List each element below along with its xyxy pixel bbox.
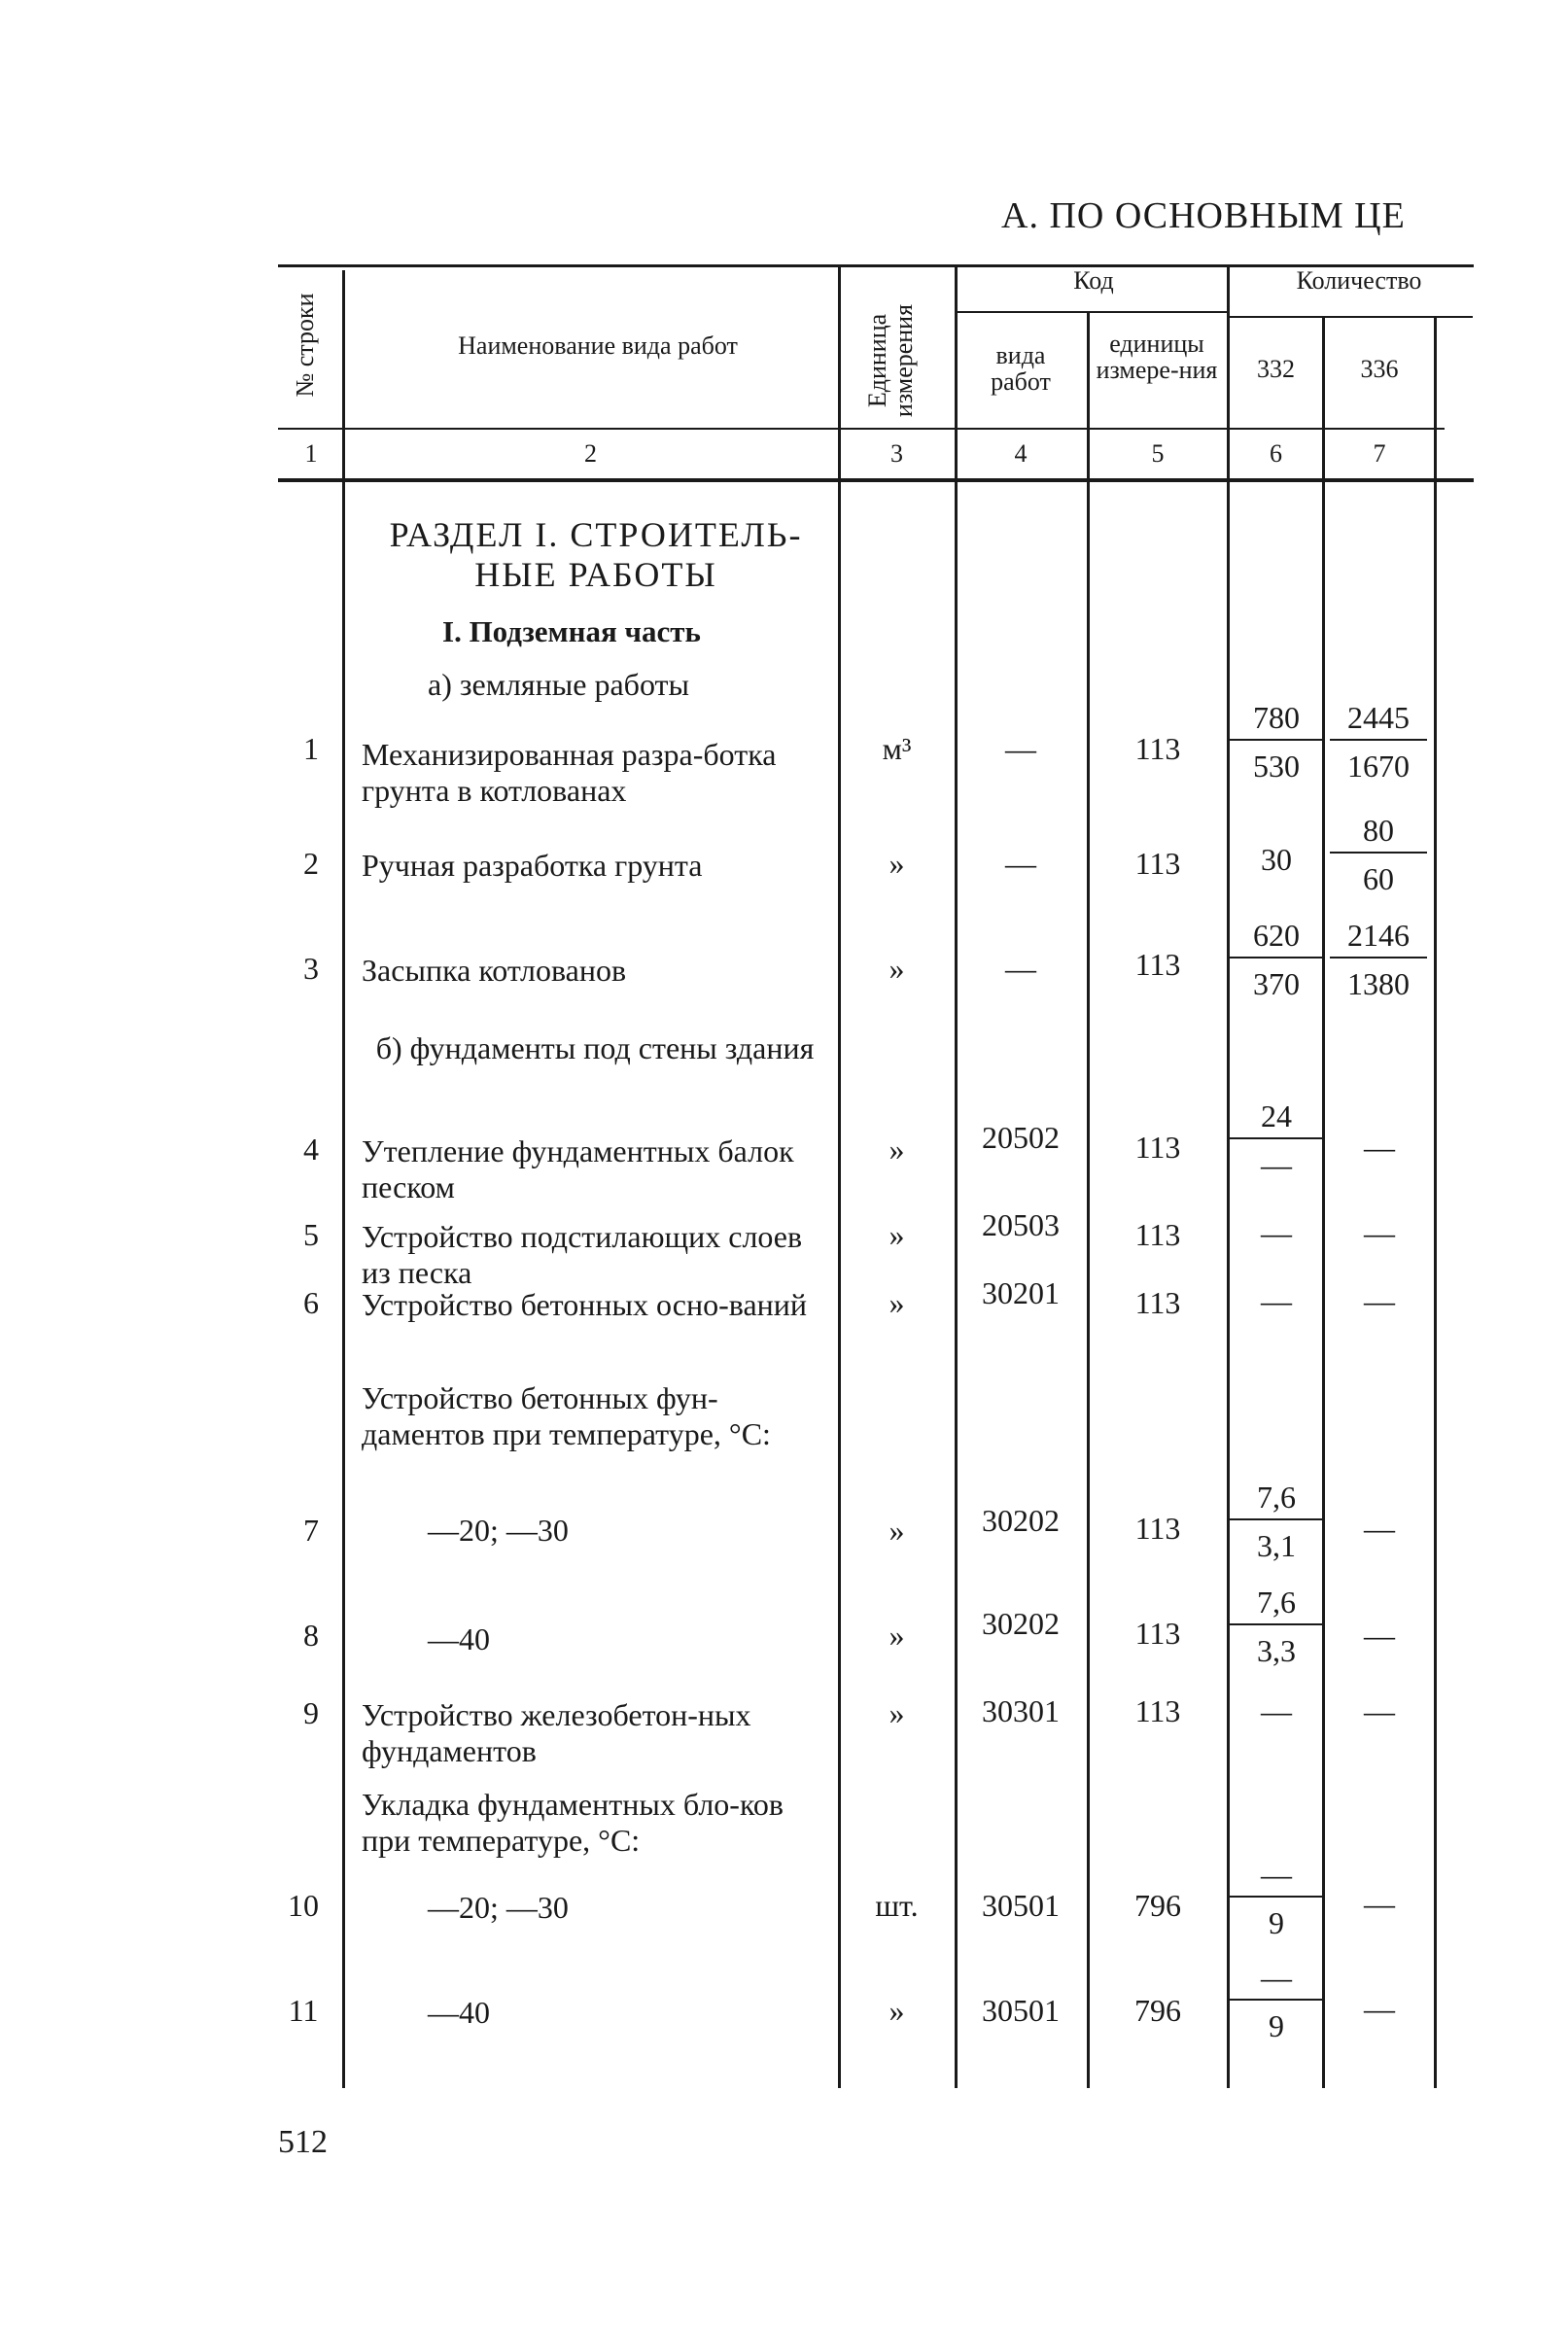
work-name: Ручная разработка грунта (362, 848, 703, 883)
q1-fraction (1228, 920, 1325, 999)
header-row-number: № строки (291, 293, 319, 398)
code-unit-cell: 113 (1134, 1285, 1181, 1320)
fraction-denominator: 9 (1269, 1905, 1284, 1940)
header-q2: 336 (1360, 355, 1399, 383)
header-work-name: Наименование вида работ (458, 331, 738, 360)
q2-cell: — (1364, 1130, 1395, 1165)
col-number-7: 7 (1373, 439, 1386, 468)
q2-cell: — (1364, 1215, 1395, 1250)
colnum-bottom-rule (278, 478, 1474, 482)
fraction-numerator: 24 (1228, 1100, 1325, 1139)
col-divider-4 (1087, 313, 1090, 2088)
fraction-numerator: 7,6 (1228, 1586, 1325, 1625)
unit-cell: » (889, 1132, 905, 1167)
code-work-cell: 20503 (982, 1207, 1060, 1242)
col-number-4: 4 (1014, 439, 1028, 468)
q1-fraction (1228, 1100, 1325, 1180)
code-unit-cell: 796 (1134, 1888, 1181, 1923)
header-code-work: вида работ (991, 341, 1051, 397)
fraction-denominator: 9 (1269, 2008, 1284, 2043)
work-name: Устройство железобетон-ных фундаментов (362, 1697, 751, 1768)
q2-fraction (1330, 702, 1427, 782)
fraction-denominator: — (1261, 1147, 1292, 1182)
fraction-numerator: 780 (1228, 702, 1325, 741)
row-number: 1 (303, 731, 319, 766)
fraction-numerator: 2445 (1330, 702, 1427, 741)
col-divider-1 (342, 270, 345, 2088)
fraction-denominator: 370 (1253, 966, 1300, 1001)
col-divider-3 (955, 267, 958, 2088)
code-unit-cell: 113 (1134, 731, 1181, 766)
page-title: А. ПО ОСНОВНЫМ ЦЕ (1001, 195, 1406, 236)
header-code-unit: единицы измере-ния (1096, 330, 1218, 385)
unit-cell: » (889, 1695, 905, 1730)
q2-fraction (1330, 920, 1427, 999)
row-number: 5 (303, 1217, 319, 1252)
fraction-denominator: 530 (1253, 749, 1300, 784)
header-q1: 332 (1257, 355, 1295, 383)
q1-fraction (1228, 1481, 1325, 1561)
q1-cell: — (1261, 1283, 1292, 1318)
code-work-cell: — (1005, 951, 1036, 986)
code-unit-cell: 113 (1134, 1217, 1181, 1252)
fraction-numerator: 7,6 (1228, 1481, 1325, 1520)
header-quantity: Количество (1296, 266, 1422, 295)
fraction-numerator: 80 (1330, 815, 1427, 854)
group-heading-c: Устройство бетонных фун-даментов при температуре, °С: (362, 1380, 771, 1451)
fraction-numerator: — (1228, 1859, 1325, 1898)
code-work-cell: 30201 (982, 1275, 1060, 1310)
col-divider-7 (1434, 318, 1437, 2088)
row-number: 2 (303, 846, 319, 881)
code-unit-cell: 113 (1134, 1511, 1181, 1546)
code-unit-cell: 113 (1134, 846, 1181, 881)
row-number: 9 (303, 1695, 319, 1730)
header-bottom-rule (278, 428, 1445, 430)
row-number: 7 (303, 1513, 319, 1548)
code-work-cell: — (1005, 731, 1036, 766)
fraction-denominator: 1670 (1347, 749, 1410, 784)
code-unit-cell: 113 (1134, 1616, 1181, 1651)
code-work-cell: 30501 (982, 1888, 1060, 1923)
q1-cell: 30 (1261, 842, 1292, 877)
q1-fraction (1228, 1859, 1325, 1938)
fraction-numerator: — (1228, 1962, 1325, 2001)
fraction-denominator: 3,3 (1257, 1633, 1296, 1668)
code-work-cell: 30301 (982, 1693, 1060, 1728)
code-header-rule (958, 311, 1230, 313)
q2-cell: — (1364, 1991, 1395, 2026)
code-work-cell: — (1005, 846, 1036, 881)
unit-cell: » (889, 1993, 905, 2028)
unit-cell: » (889, 951, 905, 986)
q2-cell: — (1364, 1886, 1395, 1921)
work-name: —40 (428, 1621, 490, 1656)
q2-fraction (1330, 815, 1427, 894)
col-divider-2 (838, 267, 841, 2088)
q2-cell: — (1364, 1511, 1395, 1546)
work-name: Засыпка котлованов (362, 953, 627, 988)
code-unit-cell: 796 (1134, 1993, 1181, 2028)
group-heading-d: Укладка фундаментных бло-ков при температуре, °С: (362, 1787, 784, 1858)
work-name: —20; —30 (428, 1513, 569, 1548)
work-name: Устройство бетонных осно-ваний (362, 1287, 808, 1322)
work-name: —40 (428, 1995, 490, 2030)
row-number: 8 (303, 1618, 319, 1653)
col-number-3: 3 (890, 439, 903, 468)
fraction-denominator: 3,1 (1257, 1528, 1296, 1563)
work-name: —20; —30 (428, 1890, 569, 1925)
col-number-5: 5 (1151, 439, 1165, 468)
fraction-numerator: 620 (1228, 920, 1325, 958)
q1-fraction (1228, 1586, 1325, 1666)
q2-cell: — (1364, 1693, 1395, 1728)
code-unit-cell: 113 (1134, 1693, 1181, 1728)
code-work-cell: 30501 (982, 1993, 1060, 2028)
q1-cell: — (1261, 1693, 1292, 1728)
q1-fraction (1228, 702, 1325, 782)
section-heading: РАЗДЕЛ I. СТРОИТЕЛЬ-НЫЕ РАБОТЫ (389, 515, 803, 595)
q1-fraction (1228, 1962, 1325, 2041)
header-code: Код (1073, 266, 1114, 295)
row-number: 3 (303, 951, 319, 986)
code-unit-cell: 113 (1134, 947, 1181, 982)
unit-cell: » (889, 1285, 905, 1320)
code-work-cell: 30202 (982, 1503, 1060, 1538)
row-number: 6 (303, 1285, 319, 1320)
col-number-6: 6 (1270, 439, 1282, 468)
fraction-denominator: 60 (1363, 861, 1394, 896)
unit-cell: » (889, 1513, 905, 1548)
page-number: 512 (278, 2124, 328, 2160)
q2-cell: — (1364, 1283, 1395, 1318)
code-unit-cell: 113 (1134, 1130, 1181, 1165)
code-work-cell: 20502 (982, 1120, 1060, 1155)
unit-cell: шт. (875, 1888, 919, 1923)
header-unit: Единица измерения (863, 303, 919, 418)
work-name: Утепление фундаментных балок песком (362, 1133, 794, 1204)
q1-cell: — (1261, 1215, 1292, 1250)
row-number: 10 (288, 1888, 319, 1923)
subsection-heading: I. Подземная часть (442, 614, 701, 648)
unit-cell: » (889, 1217, 905, 1252)
row-number: 4 (303, 1132, 319, 1167)
work-name: Устройство подстилающих слоев из песка (362, 1219, 803, 1290)
code-work-cell: 30202 (982, 1606, 1060, 1641)
unit-cell: » (889, 846, 905, 881)
col-number-1: 1 (304, 439, 318, 468)
row-number: 11 (288, 1993, 319, 2028)
fraction-numerator: 2146 (1330, 920, 1427, 958)
group-heading-b: б) фундаменты под стены здания (375, 1030, 815, 1065)
unit-cell: м³ (882, 731, 912, 766)
group-heading-a: а) земляные работы (428, 667, 690, 702)
unit-cell: » (889, 1618, 905, 1653)
col-number-2: 2 (584, 439, 597, 468)
q2-cell: — (1364, 1618, 1395, 1653)
work-name: Механизированная разра-ботка грунта в котлованах (362, 737, 777, 808)
fraction-denominator: 1380 (1347, 966, 1410, 1001)
col-divider-6 (1322, 318, 1325, 2088)
